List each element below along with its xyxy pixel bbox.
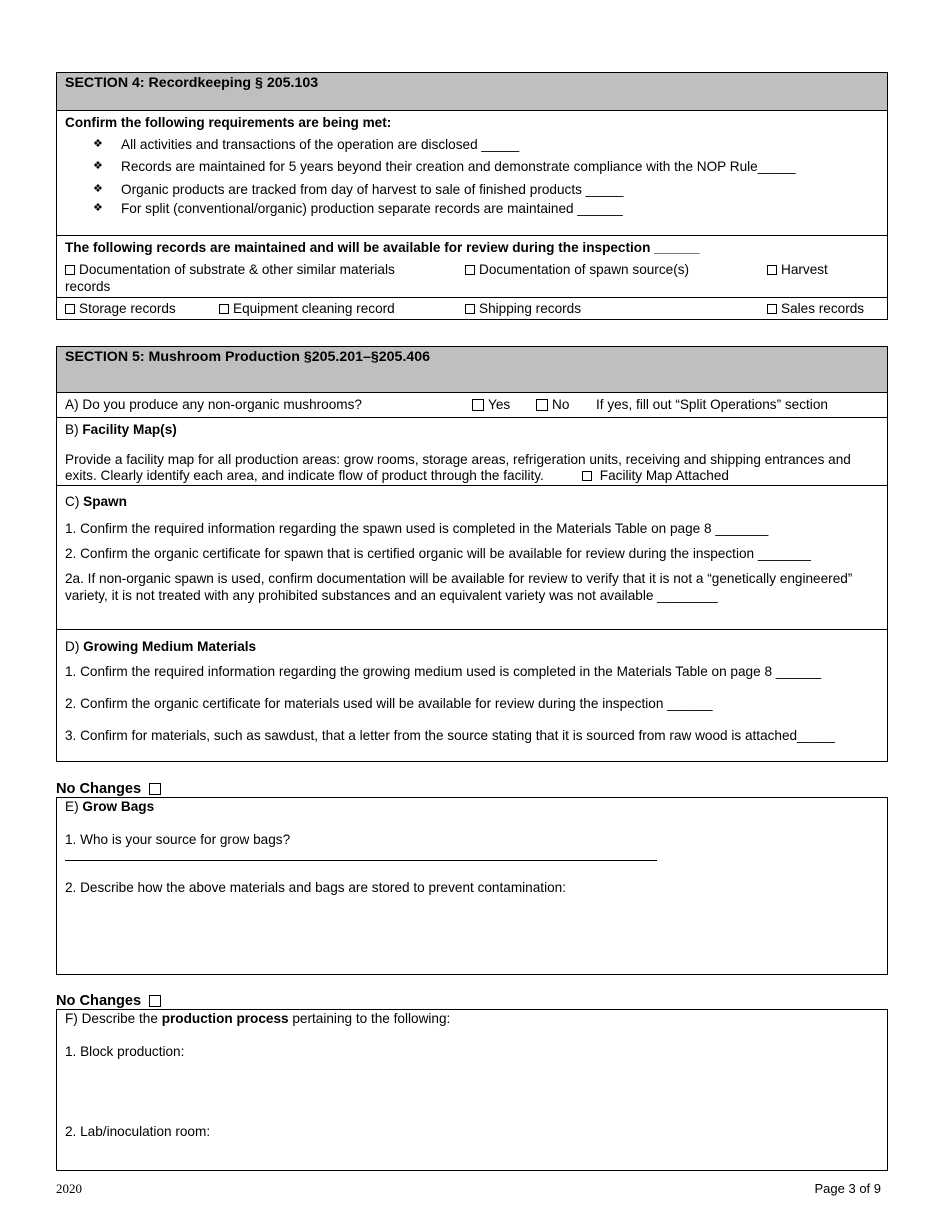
checkbox-icon[interactable]	[472, 399, 484, 411]
facility-map-attached[interactable]: Facility Map Attached	[582, 468, 729, 485]
record-sales[interactable]: Sales records	[767, 301, 864, 318]
production-question: 2. Lab/inoculation room:	[65, 1124, 211, 1139]
section-4-title: SECTION 4: Recordkeeping § 205.103	[57, 73, 887, 111]
footer-year: 2020	[56, 1181, 82, 1196]
bullet-icon: ❖	[93, 160, 103, 172]
growing-medium-heading: D) Growing Medium Materials	[65, 639, 257, 654]
record-harvest[interactable]: Harvest	[767, 262, 828, 279]
record-shipping[interactable]: Shipping records	[465, 301, 581, 318]
no-changes-production[interactable]: No Changes	[56, 992, 165, 1010]
checkbox-icon[interactable]	[149, 783, 161, 795]
section-5-title: SECTION 5: Mushroom Production §205.201–§205.406	[57, 347, 887, 393]
requirement-item: For split (conventional/organic) production separate records are maintained ______	[121, 201, 623, 216]
records-block	[57, 236, 887, 318]
growing-medium-item: 3. Confirm for materials, such as sawdust, that a letter from the source stating that it is sourced from raw wood is attached_____	[65, 728, 835, 743]
record-equipment-cleaning[interactable]: Equipment cleaning record	[219, 301, 395, 318]
record-substrate[interactable]: Documentation of substrate & other similar materials	[65, 262, 395, 279]
checkbox-icon[interactable]	[767, 304, 777, 314]
record-substrate-wrap: records	[65, 279, 111, 294]
facility-map-heading: B) Facility Map(s)	[65, 422, 177, 437]
spawn-item: variety, it is not treated with any prohibited substances and an equivalent variety was not available ________	[65, 588, 718, 603]
growing-medium-item: 1. Confirm the required information regarding the growing medium used is completed in the Materials Table on page 8 ______	[65, 664, 822, 679]
checkbox-icon[interactable]	[465, 265, 475, 275]
spawn-heading: C) Spawn	[65, 494, 127, 509]
growing-medium-item: 2. Confirm the organic certificate for materials used will be available for review during the inspection ______	[65, 696, 713, 711]
checkbox-icon[interactable]	[582, 471, 592, 481]
footer-page-number: Page 3 of 9	[814, 1181, 881, 1196]
grow-bags-section	[56, 797, 888, 975]
spawn-item: 2a. If non-organic spawn is used, confirm documentation will be available for review to verify that it is not a “genetically engineered”	[65, 571, 853, 586]
question-a	[57, 393, 887, 418]
question-a-text: A) Do you produce any non-organic mushrooms?	[65, 397, 362, 412]
production-heading: F) Describe the production process pertaining to the following:	[65, 1011, 451, 1026]
question-a-note: If yes, fill out “Split Operations” section	[596, 397, 828, 412]
growing-medium-block	[57, 630, 887, 761]
bullet-icon: ❖	[93, 202, 103, 214]
yes-option[interactable]: Yes	[472, 397, 510, 414]
divider	[57, 297, 887, 298]
record-storage[interactable]: Storage records	[65, 301, 176, 318]
spawn-item: 2. Confirm the organic certificate for spawn that is certified organic will be available for review during the inspection _______	[65, 546, 811, 561]
records-heading: The following records are maintained and will be available for review during the inspection ______	[65, 240, 700, 255]
checkbox-icon[interactable]	[65, 265, 75, 275]
spawn-block	[57, 486, 887, 630]
no-option[interactable]: No	[536, 397, 569, 414]
checkbox-icon[interactable]	[536, 399, 548, 411]
checkbox-icon[interactable]	[465, 304, 475, 314]
section-4	[56, 72, 888, 320]
production-section	[56, 1009, 888, 1171]
grow-bags-question: 2. Describe how the above materials and bags are stored to prevent contamination:	[65, 880, 566, 895]
bullet-icon: ❖	[93, 138, 103, 150]
confirm-block	[57, 111, 887, 236]
section-5	[56, 346, 888, 762]
facility-map-text: Provide a facility map for all production areas: grow rooms, storage areas, refrigeration units, receiving and shipping entrances and	[65, 452, 851, 467]
checkbox-icon[interactable]	[767, 265, 777, 275]
grow-bags-question: 1. Who is your source for grow bags?	[65, 832, 291, 847]
facility-map-text: exits. Clearly identify each area, and indicate flow of product through the facility.	[65, 468, 544, 483]
requirement-item: Records are maintained for 5 years beyond their creation and demonstrate compliance with the NOP Rule_____	[121, 159, 796, 174]
confirm-heading: Confirm the following requirements are being met:	[65, 115, 392, 130]
production-question: 1. Block production:	[65, 1044, 185, 1059]
spawn-item: 1. Confirm the required information regarding the spawn used is completed in the Materials Table on page 8 _______	[65, 521, 769, 536]
checkbox-icon[interactable]	[65, 304, 75, 314]
record-spawn-source[interactable]: Documentation of spawn source(s)	[465, 262, 689, 279]
grow-bags-heading: E) Grow Bags	[65, 799, 155, 814]
requirement-item: Organic products are tracked from day of harvest to sale of finished products _____	[121, 182, 624, 197]
requirement-item: All activities and transactions of the operation are disclosed _____	[121, 137, 520, 152]
checkbox-icon[interactable]	[219, 304, 229, 314]
bullet-icon: ❖	[93, 183, 103, 195]
answer-line[interactable]	[65, 860, 657, 861]
checkbox-icon[interactable]	[149, 995, 161, 1007]
no-changes-grow-bags[interactable]: No Changes	[56, 780, 165, 798]
facility-map-block	[57, 418, 887, 486]
